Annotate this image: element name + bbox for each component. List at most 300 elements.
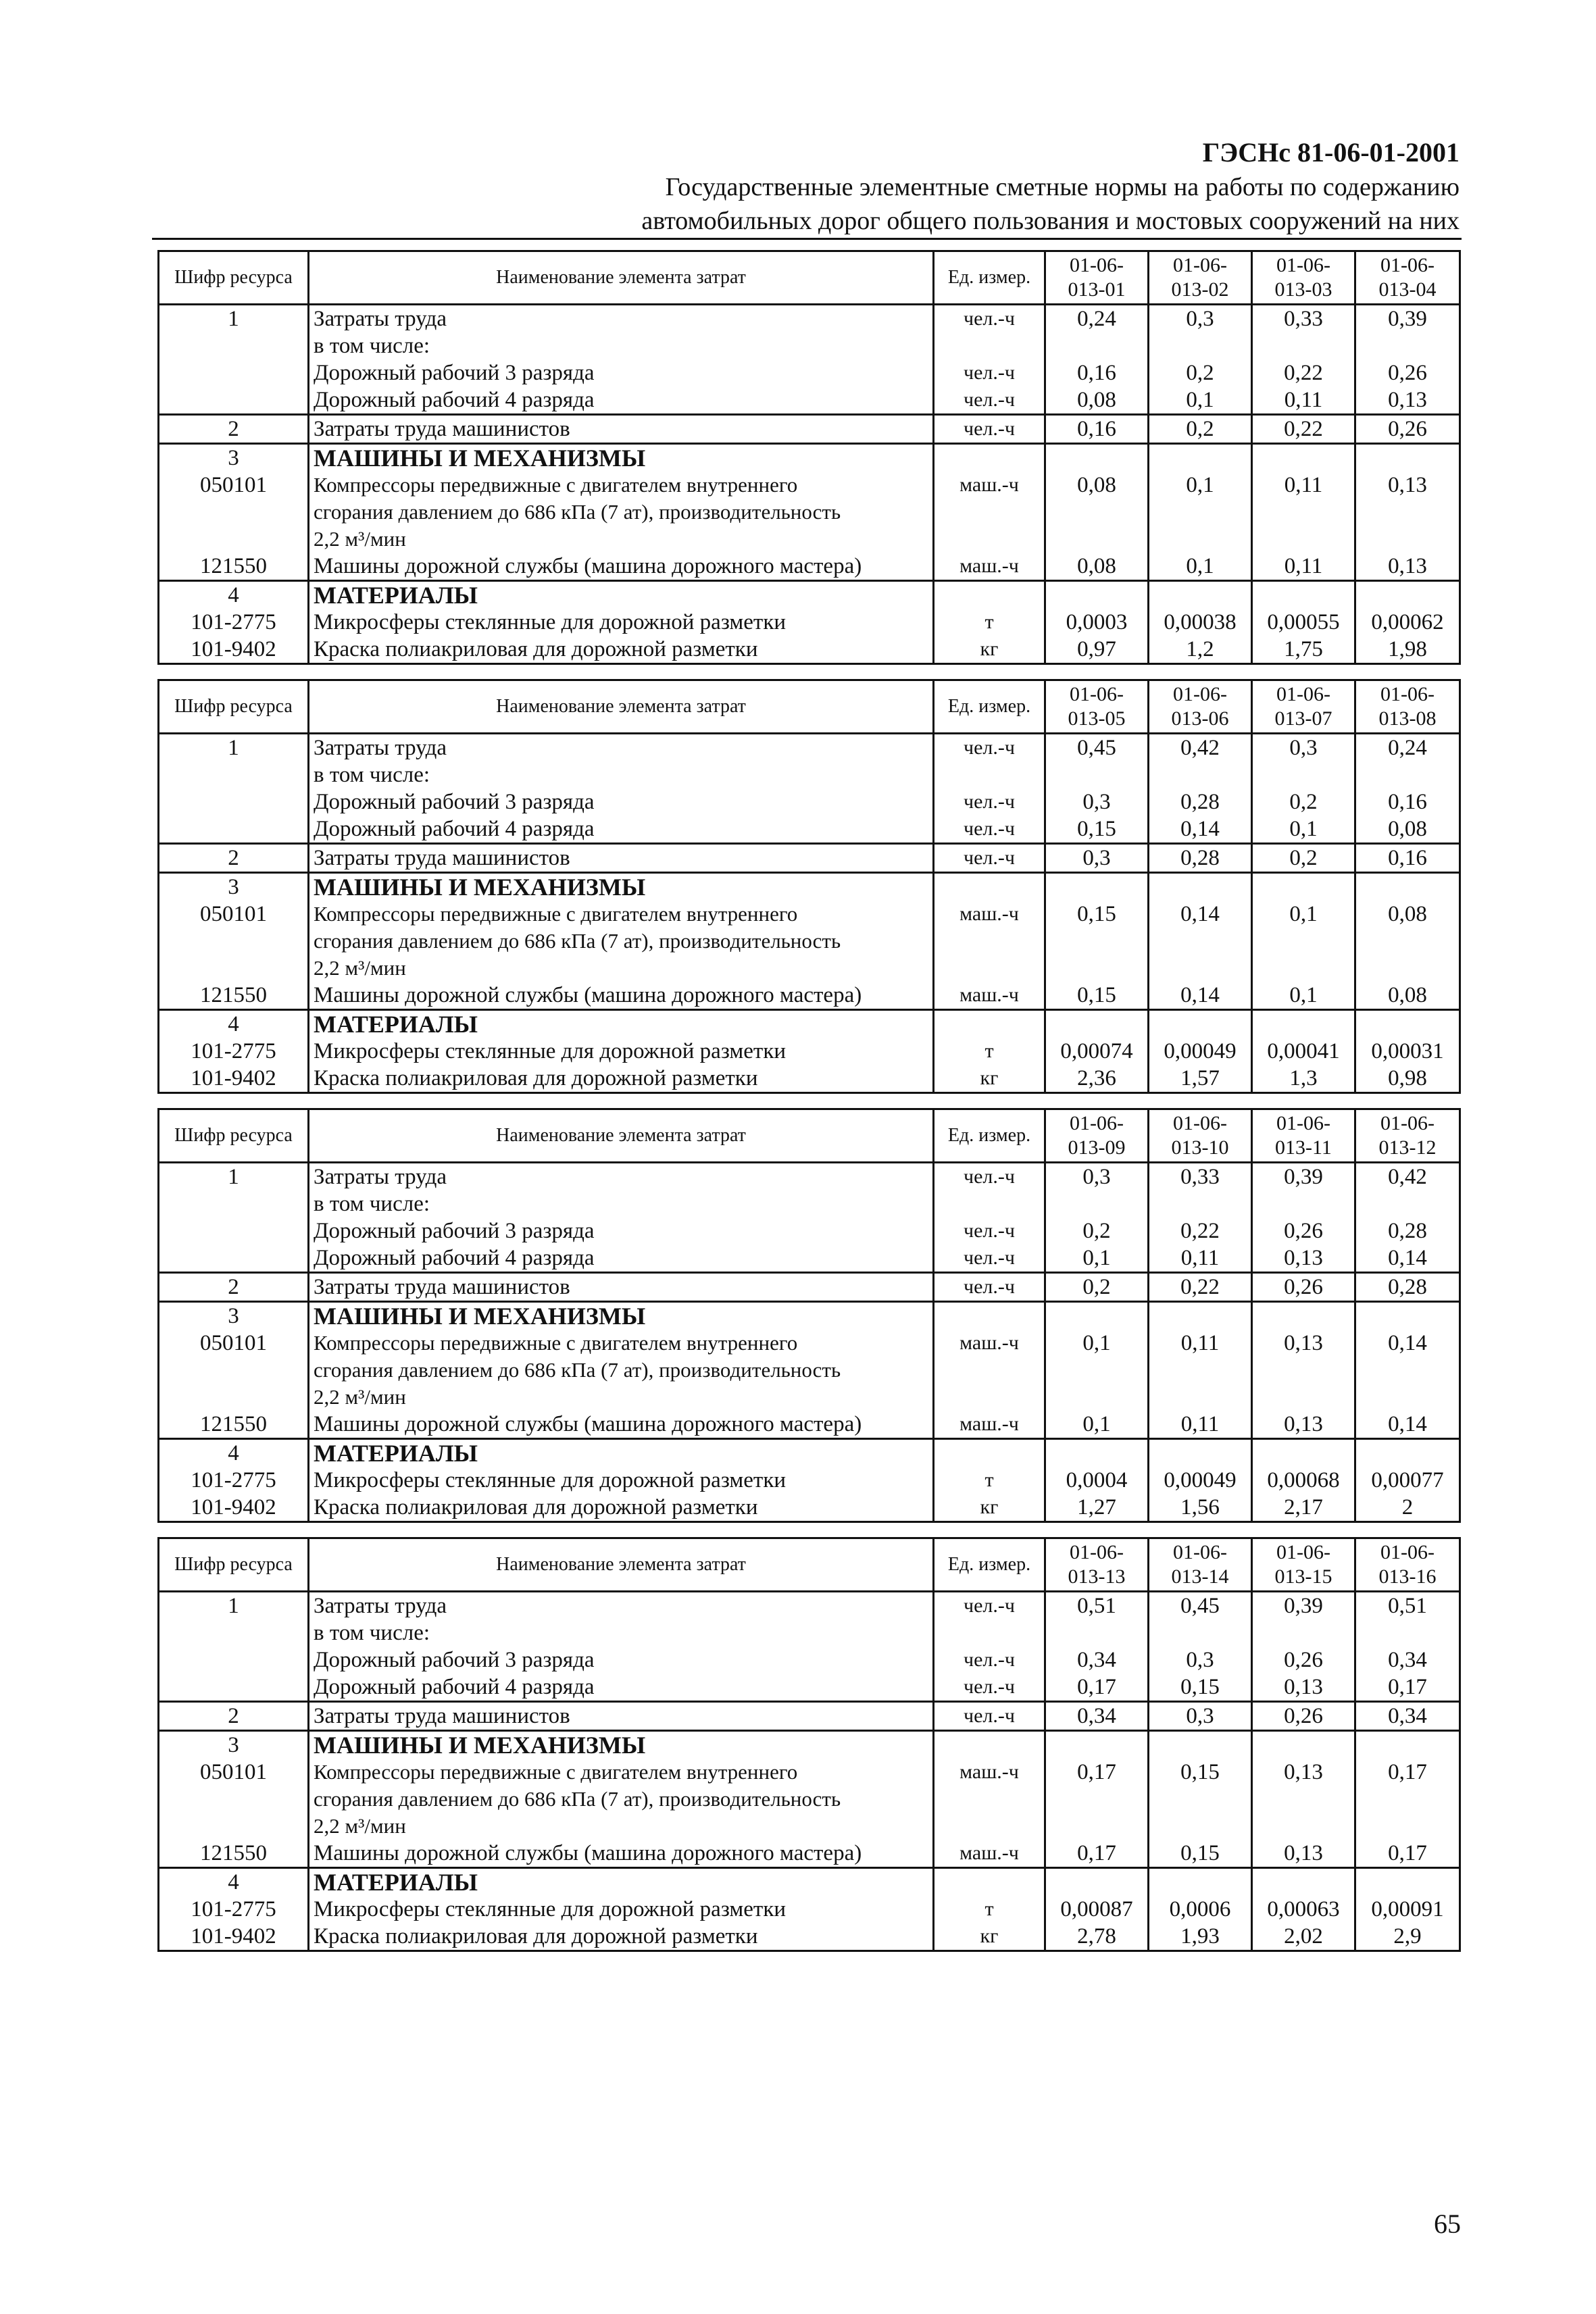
table-cell-value: 0,2 (1252, 844, 1355, 873)
table-cell-value: 1,2 (1149, 636, 1252, 664)
table-cell-value: 0,3 (1045, 844, 1149, 873)
table-row (159, 1190, 1460, 1217)
document-code: ГЭСНс 81-06-01-2001 (1202, 137, 1460, 168)
table-cell-value: 0,13 (1355, 472, 1460, 553)
table-cell: Машины дорожной службы (машина дорожного мастера) (309, 982, 934, 1010)
table-cell-value: 2 (1355, 1494, 1460, 1522)
cell-text-line: сгорания давлением до 686 кПа (7 ат), производительность (314, 929, 841, 953)
table-cell (1252, 1868, 1355, 1896)
table-cell (159, 359, 309, 386)
table-cell: 3 (159, 873, 309, 901)
table-cell (934, 761, 1045, 788)
table-cell: 1 (159, 1163, 309, 1191)
table-cell (1045, 1619, 1149, 1646)
table-cell: маш.-ч (934, 1411, 1045, 1439)
header-norm-code (1149, 1538, 1252, 1592)
table-row (159, 305, 1460, 333)
table-cell (1252, 1731, 1355, 1759)
table-row (159, 1840, 1460, 1868)
table-cell (934, 1010, 1045, 1038)
table-cell-value: 0,24 (1045, 305, 1149, 333)
table-cell-value: 0,26 (1252, 1646, 1355, 1674)
table-cell-value: 013-16 (1378, 1565, 1437, 1588)
table-cell: 121550 (159, 982, 309, 1010)
table-cell: Дорожный рабочий 3 разряда (309, 788, 934, 815)
table-cell-value: 01-06- (1070, 1541, 1124, 1563)
table-cell-value: 01-06- (1380, 1112, 1435, 1134)
header-norm-code (1355, 680, 1460, 734)
table-cell: чел.-ч (934, 359, 1045, 386)
header-norm-code (1355, 251, 1460, 305)
header-cost-element: Наименование элемента затрат (309, 680, 934, 734)
table-cell: Дорожный рабочий 4 разряда (309, 386, 934, 415)
table-cell-value: 013-10 (1171, 1136, 1229, 1159)
table-cell (1149, 761, 1252, 788)
table-cell-value: 01-06- (1173, 1112, 1227, 1134)
table-cell: кг (934, 636, 1045, 664)
table-cell-value: 0,1 (1045, 1244, 1149, 1273)
table-cell: Затраты труда (309, 1592, 934, 1620)
table-cell: маш.-ч (934, 472, 1045, 553)
table-cell-value: 0,00074 (1045, 1038, 1149, 1065)
table-cell-value: 0,13 (1252, 1759, 1355, 1840)
table-cell-value: 0,16 (1045, 415, 1149, 444)
table-cell-value: 0,42 (1355, 1163, 1460, 1191)
table-row (159, 1217, 1460, 1244)
table-cell (1045, 761, 1149, 788)
table-cell: 2 (159, 1273, 309, 1302)
table-cell-value: 0,17 (1355, 1759, 1460, 1840)
table-cell-value: 0,17 (1045, 1759, 1149, 1840)
header-norm-code (1045, 1538, 1149, 1592)
cell-text-line: Компрессоры передвижные с двигателем внутреннего (314, 1331, 798, 1355)
table-cell-value: 0,39 (1355, 305, 1460, 333)
table-cell (934, 1439, 1045, 1467)
table-cell-value: 013-07 (1274, 707, 1332, 730)
table-cell: в том числе: (309, 1619, 934, 1646)
table-row (159, 1896, 1460, 1923)
table-cell: т (934, 609, 1045, 636)
table-cell: Затраты труда (309, 1163, 934, 1191)
table-cell: 121550 (159, 1411, 309, 1439)
table-cell-value: 0,08 (1045, 553, 1149, 581)
table-cell: т (934, 1038, 1045, 1065)
table-row (159, 415, 1460, 444)
table-cell: чел.-ч (934, 1244, 1045, 1273)
table-cell: чел.-ч (934, 1217, 1045, 1244)
table-cell-value: 0,26 (1355, 359, 1460, 386)
table-cell: Затраты труда (309, 734, 934, 762)
table-cell (309, 472, 934, 553)
table-cell: МАТЕРИАЛЫ (309, 1868, 934, 1896)
header-norm-code (1252, 680, 1355, 734)
table-cell: чел.-ч (934, 1163, 1045, 1191)
table-cell-value: 0,39 (1252, 1592, 1355, 1620)
table-cell-value: 013-02 (1171, 278, 1229, 301)
table-cell (159, 332, 309, 359)
table-cell (1252, 332, 1355, 359)
cell-text-line: 2,2 м³/мин (314, 1385, 406, 1409)
table-cell-value: 0,14 (1149, 982, 1252, 1010)
header-norm-code (1149, 1109, 1252, 1163)
table-cell (1149, 873, 1252, 901)
norms-block-1 (157, 250, 1459, 665)
section-row (159, 1010, 1460, 1038)
table-cell (1149, 1619, 1252, 1646)
table-cell-value: 0,13 (1355, 553, 1460, 581)
table-cell: чел.-ч (934, 788, 1045, 815)
page-number: 65 (1434, 2209, 1461, 2239)
table-cell-value: 0,2 (1045, 1217, 1149, 1244)
header-norm-code (1355, 1109, 1460, 1163)
header-unit: Ед. измер. (934, 680, 1045, 734)
table-cell (1045, 332, 1149, 359)
table-cell (159, 1619, 309, 1646)
table-cell-value: 1,57 (1149, 1065, 1252, 1093)
table-cell-value: 0,14 (1355, 1330, 1460, 1411)
header-norm-code (1252, 1109, 1355, 1163)
table-cell-value: 0,15 (1149, 1759, 1252, 1840)
cell-text-line: Компрессоры передвижные с двигателем внутреннего (314, 473, 798, 497)
table-cell-value: 0,26 (1252, 1217, 1355, 1244)
table-cell: маш.-ч (934, 901, 1045, 982)
table-cell (1355, 1439, 1460, 1467)
table-cell: Затраты труда машинистов (309, 1273, 934, 1302)
header-norm-code (1045, 251, 1149, 305)
table-cell (1355, 1010, 1460, 1038)
table-cell: 101-9402 (159, 1065, 309, 1093)
table-cell: 121550 (159, 553, 309, 581)
table-cell: 101-2775 (159, 609, 309, 636)
table-cell-value: 0,00049 (1149, 1038, 1252, 1065)
table-cell-value: 1,27 (1045, 1494, 1149, 1522)
table-row (159, 1923, 1460, 1951)
table-cell: 4 (159, 1868, 309, 1896)
table-cell-value: 013-14 (1171, 1565, 1229, 1588)
table-row (159, 1674, 1460, 1702)
table-cell: кг (934, 1494, 1045, 1522)
table-cell: в том числе: (309, 761, 934, 788)
table-cell-value: 013-09 (1068, 1136, 1126, 1159)
table-cell-value: 0,00063 (1252, 1896, 1355, 1923)
norms-table (157, 679, 1461, 1094)
table-cell-value: 0,42 (1149, 734, 1252, 762)
table-cell-value: 0,97 (1045, 636, 1149, 664)
table-cell-value: 0,11 (1149, 1330, 1252, 1411)
table-cell-value: 1,56 (1149, 1494, 1252, 1522)
table-cell-value: 0,34 (1045, 1646, 1149, 1674)
table-cell-value: 0,2 (1252, 788, 1355, 815)
table-cell: 3 (159, 1302, 309, 1330)
table-cell-value: 0,17 (1355, 1674, 1460, 1702)
table-cell (934, 1868, 1045, 1896)
table-cell: чел.-ч (934, 1674, 1045, 1702)
table-cell-value: 0,14 (1149, 901, 1252, 982)
table-cell-value: 0,11 (1252, 472, 1355, 553)
table-cell-value: 0,26 (1252, 1702, 1355, 1731)
table-cell-value: 013-03 (1274, 278, 1332, 301)
table-row (159, 982, 1460, 1010)
cell-text-line: Компрессоры передвижные с двигателем внутреннего (314, 902, 798, 926)
table-cell: 2 (159, 844, 309, 873)
table-cell-value: 01-06- (1276, 1541, 1330, 1563)
table-cell (1149, 1010, 1252, 1038)
table-cell: в том числе: (309, 1190, 934, 1217)
table-cell: 050101 (159, 1759, 309, 1840)
table-row (159, 761, 1460, 788)
table-cell (159, 1190, 309, 1217)
table-cell: маш.-ч (934, 1759, 1045, 1840)
table-cell-value: 01-06- (1380, 254, 1435, 276)
table-cell-value: 0,00038 (1149, 609, 1252, 636)
table-cell-value: 0,2 (1149, 415, 1252, 444)
table-cell-value: 0,24 (1355, 734, 1460, 762)
table-row (159, 553, 1460, 581)
table-cell-value: 0,00068 (1252, 1467, 1355, 1494)
table-cell-value: 0,1 (1045, 1330, 1149, 1411)
table-cell-value: 0,28 (1355, 1217, 1460, 1244)
table-cell: чел.-ч (934, 1273, 1045, 1302)
section-row (159, 1439, 1460, 1467)
table-cell-value: 0,00077 (1355, 1467, 1460, 1494)
cell-text-line: сгорания давлением до 686 кПа (7 ат), производительность (314, 500, 841, 524)
table-cell (1045, 1731, 1149, 1759)
table-cell: 1 (159, 305, 309, 333)
table-cell-value: 0,2 (1149, 359, 1252, 386)
table-cell: Машины дорожной службы (машина дорожного мастера) (309, 1411, 934, 1439)
table-cell-value: 01-06- (1173, 1541, 1227, 1563)
table-cell-value: 01-06- (1173, 254, 1227, 276)
table-cell-value: 01-06- (1070, 683, 1124, 705)
table-cell-value: 0,17 (1045, 1840, 1149, 1868)
table-cell-value: 0,11 (1149, 1244, 1252, 1273)
table-cell: 050101 (159, 472, 309, 553)
table-cell: чел.-ч (934, 1702, 1045, 1731)
table-cell: маш.-ч (934, 982, 1045, 1010)
table-cell-value: 0,34 (1355, 1702, 1460, 1731)
table-cell-value: 0,33 (1252, 305, 1355, 333)
section-row (159, 581, 1460, 609)
table-cell (159, 1674, 309, 1702)
table-cell-value: 2,02 (1252, 1923, 1355, 1951)
header-norm-code (1355, 1538, 1460, 1592)
table-cell: Затраты труда машинистов (309, 844, 934, 873)
table-cell (934, 581, 1045, 609)
table-cell-value: 0,16 (1355, 844, 1460, 873)
header-unit: Ед. измер. (934, 251, 1045, 305)
table-cell: Краска полиакриловая для дорожной разметки (309, 1923, 934, 1951)
table-cell-value: 0,0003 (1045, 609, 1149, 636)
norms-block-4 (157, 1537, 1459, 1952)
table-cell (1045, 444, 1149, 472)
table-cell: Краска полиакриловая для дорожной разметки (309, 636, 934, 664)
section-row (159, 1868, 1460, 1896)
table-row (159, 1467, 1460, 1494)
table-cell-value: 1,75 (1252, 636, 1355, 664)
table-cell: Микросферы стеклянные для дорожной разметки (309, 1467, 934, 1494)
table-cell-value: 0,08 (1355, 901, 1460, 982)
table-header-row (159, 1538, 1460, 1592)
table-cell: 121550 (159, 1840, 309, 1868)
header-norm-code (1149, 251, 1252, 305)
table-cell: кг (934, 1065, 1045, 1093)
table-row (159, 1244, 1460, 1273)
table-cell (1252, 761, 1355, 788)
table-cell (159, 386, 309, 415)
table-cell: Дорожный рабочий 3 разряда (309, 1646, 934, 1674)
table-cell: Краска полиакриловая для дорожной разметки (309, 1494, 934, 1522)
table-cell-value: 0,3 (1252, 734, 1355, 762)
header-resource-code: Шифр ресурса (159, 680, 309, 734)
table-cell-value: 0,11 (1252, 386, 1355, 415)
table-cell (1149, 1439, 1252, 1467)
table-row (159, 332, 1460, 359)
table-cell-value: 0,1 (1149, 553, 1252, 581)
table-cell: 101-9402 (159, 1494, 309, 1522)
table-cell-value: 0,45 (1045, 734, 1149, 762)
table-cell: 101-2775 (159, 1038, 309, 1065)
table-cell: 050101 (159, 1330, 309, 1411)
table-cell (1045, 1439, 1149, 1467)
table-cell-value: 0,34 (1045, 1702, 1149, 1731)
table-cell (1355, 1731, 1460, 1759)
table-cell-value: 0,26 (1355, 415, 1460, 444)
header-resource-code: Шифр ресурса (159, 251, 309, 305)
table-cell-value: 013-11 (1275, 1136, 1332, 1159)
table-cell-value: 0,13 (1252, 1244, 1355, 1273)
section-row (159, 444, 1460, 472)
table-cell: маш.-ч (934, 1840, 1045, 1868)
table-cell-value: 013-06 (1171, 707, 1229, 730)
table-cell (1252, 1010, 1355, 1038)
header-unit: Ед. измер. (934, 1109, 1045, 1163)
table-cell (1149, 1731, 1252, 1759)
table-cell: Микросферы стеклянные для дорожной разметки (309, 1038, 934, 1065)
header-cost-element: Наименование элемента затрат (309, 1109, 934, 1163)
table-cell (1355, 1619, 1460, 1646)
table-cell (309, 1759, 934, 1840)
table-cell (1045, 581, 1149, 609)
table-cell (1045, 1868, 1149, 1896)
table-cell-value: 0,33 (1149, 1163, 1252, 1191)
table-cell-value: 0,00091 (1355, 1896, 1460, 1923)
table-cell (1252, 444, 1355, 472)
table-cell-value: 0,22 (1149, 1217, 1252, 1244)
table-cell-value: 0,22 (1252, 415, 1355, 444)
table-cell-value: 0,3 (1045, 788, 1149, 815)
table-cell: чел.-ч (934, 415, 1045, 444)
table-cell-value: 0,51 (1045, 1592, 1149, 1620)
header-norm-code (1252, 251, 1355, 305)
table-cell-value: 0,22 (1252, 359, 1355, 386)
header-cost-element: Наименование элемента затрат (309, 1538, 934, 1592)
table-cell-value: 013-01 (1068, 278, 1126, 301)
table-cell-value: 013-05 (1068, 707, 1126, 730)
table-cell: маш.-ч (934, 1330, 1045, 1411)
table-cell: чел.-ч (934, 815, 1045, 844)
table-cell: Затраты труда (309, 305, 934, 333)
table-row (159, 815, 1460, 844)
table-cell-value: 01-06- (1276, 683, 1330, 705)
header-unit: Ед. измер. (934, 1538, 1045, 1592)
table-cell: Машины дорожной службы (машина дорожного мастера) (309, 1840, 934, 1868)
header-resource-code: Шифр ресурса (159, 1538, 309, 1592)
table-cell-value: 1,98 (1355, 636, 1460, 664)
table-row (159, 386, 1460, 415)
cell-text-line: сгорания давлением до 686 кПа (7 ат), производительность (314, 1358, 841, 1382)
section-row (159, 1302, 1460, 1330)
table-cell-value: 0,0006 (1149, 1896, 1252, 1923)
table-cell (1045, 1302, 1149, 1330)
table-cell (934, 444, 1045, 472)
table-cell-value: 013-04 (1378, 278, 1437, 301)
table-cell: МАШИНЫ И МЕХАНИЗМЫ (309, 873, 934, 901)
table-cell (1045, 1190, 1149, 1217)
header-norm-code (1045, 680, 1149, 734)
table-cell-value: 01-06- (1276, 1112, 1330, 1134)
table-row (159, 472, 1460, 553)
table-cell: Краска полиакриловая для дорожной разметки (309, 1065, 934, 1093)
table-cell: Дорожный рабочий 3 разряда (309, 1217, 934, 1244)
table-cell-value: 0,28 (1149, 788, 1252, 815)
table-cell (1355, 581, 1460, 609)
table-cell-value: 0,13 (1355, 386, 1460, 415)
table-cell-value: 0,15 (1149, 1674, 1252, 1702)
table-cell-value: 2,36 (1045, 1065, 1149, 1093)
table-cell (1252, 1439, 1355, 1467)
table-cell: 3 (159, 1731, 309, 1759)
table-cell: 101-9402 (159, 1923, 309, 1951)
table-cell: Машины дорожной службы (машина дорожного мастера) (309, 553, 934, 581)
table-cell-value: 01-06- (1070, 254, 1124, 276)
header-norm-code (1252, 1538, 1355, 1592)
table-cell (1252, 873, 1355, 901)
table-cell-value: 0,51 (1355, 1592, 1460, 1620)
table-cell-value: 0,3 (1149, 1646, 1252, 1674)
table-row (159, 788, 1460, 815)
table-cell: МАШИНЫ И МЕХАНИЗМЫ (309, 444, 934, 472)
table-cell: 101-2775 (159, 1467, 309, 1494)
table-cell (934, 332, 1045, 359)
table-cell-value: 013-13 (1068, 1565, 1126, 1588)
table-cell: чел.-ч (934, 1646, 1045, 1674)
table-cell (309, 901, 934, 982)
table-cell: Микросферы стеклянные для дорожной разметки (309, 1896, 934, 1923)
header-norm-code (1045, 1109, 1149, 1163)
document-subtitle-line-1: Государственные элементные сметные нормы на работы по содержанию (665, 173, 1460, 201)
table-cell-value: 0,13 (1252, 1674, 1355, 1702)
section-row (159, 873, 1460, 901)
table-cell-value: 0,34 (1355, 1646, 1460, 1674)
cell-text-line: 2,2 м³/мин (314, 1814, 406, 1838)
table-cell-value: 0,17 (1355, 1840, 1460, 1868)
table-cell (1252, 1619, 1355, 1646)
table-cell-value: 0,13 (1252, 1840, 1355, 1868)
table-cell-value: 013-08 (1378, 707, 1437, 730)
page-header (155, 135, 1460, 238)
table-cell (1045, 873, 1149, 901)
table-row (159, 359, 1460, 386)
table-row (159, 1273, 1460, 1302)
table-header-row (159, 1109, 1460, 1163)
table-cell-value: 0,98 (1355, 1065, 1460, 1093)
table-cell: кг (934, 1923, 1045, 1951)
table-cell: 4 (159, 581, 309, 609)
table-cell (1252, 581, 1355, 609)
header-resource-code: Шифр ресурса (159, 1109, 309, 1163)
table-cell-value: 0,22 (1149, 1273, 1252, 1302)
table-cell (934, 873, 1045, 901)
